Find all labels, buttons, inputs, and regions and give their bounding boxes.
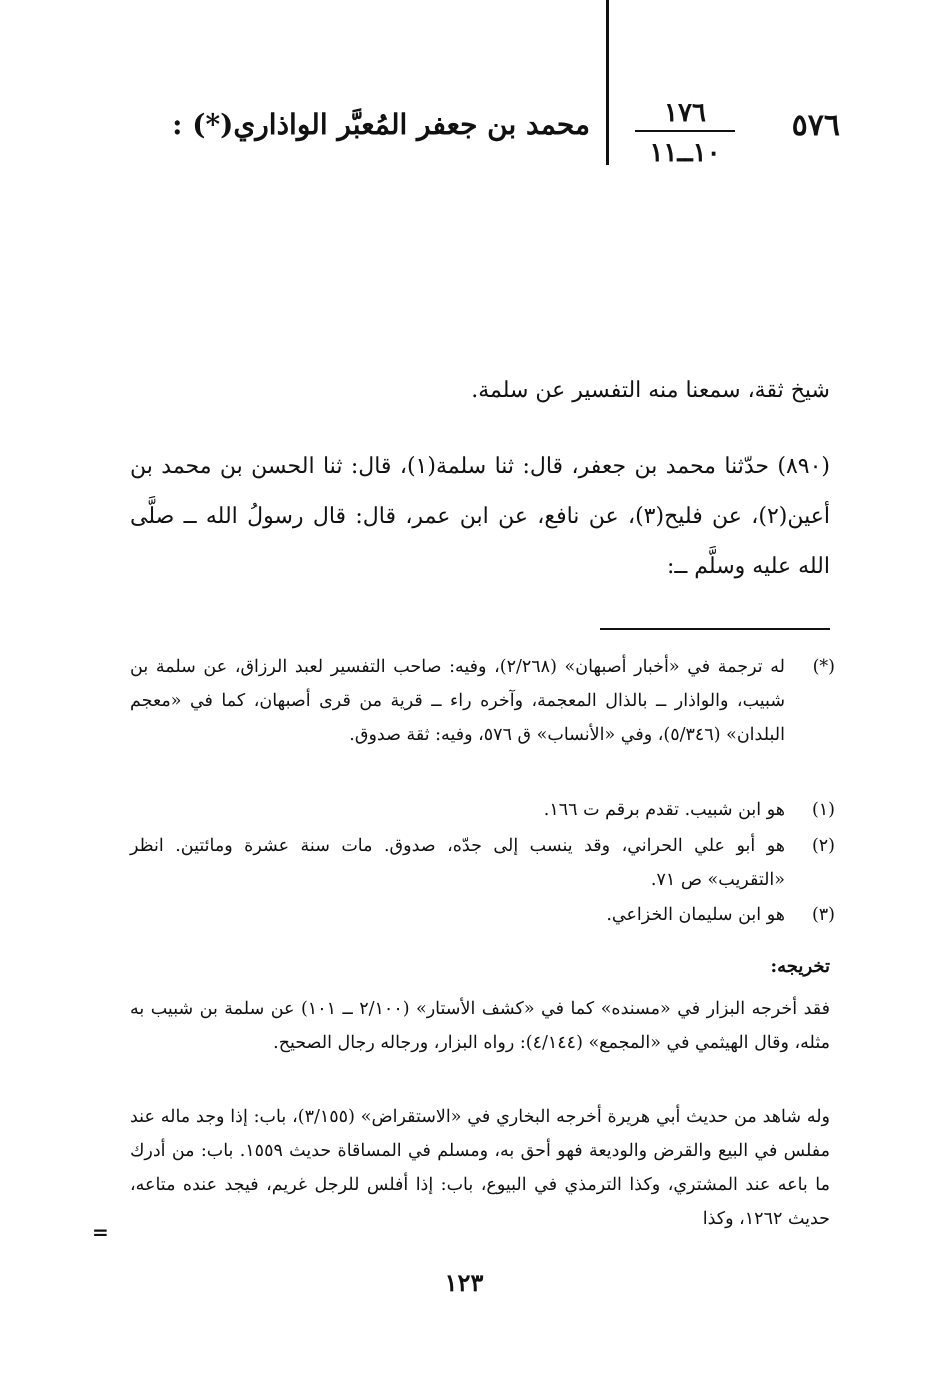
entry-number: ٥٧٦ [791,108,840,143]
footnote-mark: (١) [811,800,835,820]
fraction-top: ١٧٦ [664,98,706,128]
footnote-3 [130,898,835,932]
page-number: ١٢٣ [444,1268,484,1297]
takhrij-paragraph: وله شاهد من حديث أبي هريرة أخرجه البخاري في «الاستقراض» (٣/١٥٥)، باب: إذا وجد ماله عند مفلس في البيع والقرض والوديعة فهو أحق به، ومسلم في المساقاة حديث ١٥٥٩. باب: من أدرك ما باعه عند المشتري، وكذا الترمذي في البيوع، باب: إذا أفلس للرجل غريم، فيجد عنده متاعه، حديث ١٢٦٢، وكذا [130,1107,830,1229]
takhrij-paragraph: فقد أخرجه البزار في «مسنده» كما في «كشف الأستار» (٢/١٠٠ ــ ١٠١) عن سلمة بن شبيب به مثله، وقال الهيثمي في «المجمع» (٤/١٤٤): رواه البزار، ورجاله رجال الصحيح. [130,999,830,1053]
hadith-paragraph: (٨٩٠) حدّثنا محمد بن جعفر، قال: ثنا سلمة(١)، قال: ثنا الحسن بن محمد بن أعين(٢)، عن فليح(٣)، عن نافع، عن ابن عمر، قال: قال رسولُ الله ــ صلَّى الله عليه وسلَّم ــ: [130,454,831,579]
takhrij-heading: تخريجه: [770,956,830,977]
footnote-text: هو أبو علي الحراني، وقد ينسب إلى جدّه، صدوق. مات سنة عشرة ومائتين. انظر «التقريب» ص ٧١. [130,836,785,890]
fraction-bottom: ١٠ــ١١ [649,138,721,168]
header-divider [606,0,609,165]
footnote-mark: (٣) [811,905,835,925]
fraction-bar [635,130,735,132]
footnote-text: هو ابن شبيب. تقدم برقم ت ١٦٦. [543,800,785,820]
footnote-text: هو ابن سليمان الخزاعي. [606,905,785,925]
intro-paragraph: شيخ ثقة، سمعنا منه التفسير عن سلمة. [471,378,830,403]
continuation-mark: = [92,1220,109,1244]
footnote-star [130,650,835,752]
footnote-1 [130,793,835,827]
entry-title: محمد بن جعفر المُعبَّر الواذاري(*) : [172,108,590,141]
footnote-text: له ترجمة في «أخبار أصبهان» (٢/٢٦٨)، وفيه: صاحب التفسير لعبد الرزاق، عن سلمة بن شبيب، والواذار ــ بالذال المعجمة، وآخره راء ــ قرية من قرى أصبهان، كما في «معجم البلدان» (٥/٣٤٦)، وفي «الأنساب» ق ٥٧٦، وفيه: ثقة صدوق. [130,657,785,745]
footnote-separator [600,628,830,630]
entry-fraction [630,98,740,168]
footnote-mark: (٢) [811,836,835,856]
footnote-mark: (*) [812,657,835,677]
footnote-2 [130,829,835,897]
